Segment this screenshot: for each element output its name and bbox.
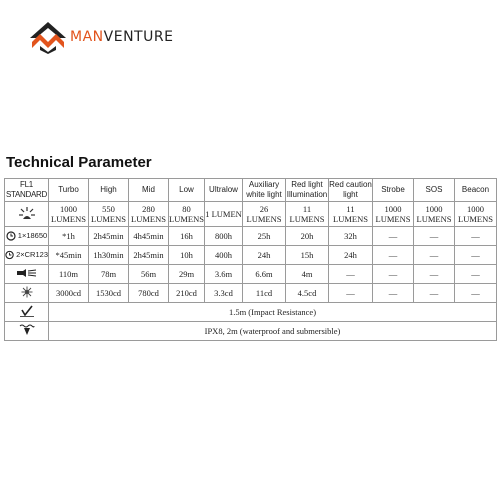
table-cell: 800h — [205, 227, 243, 246]
battery-label: 2×CR123 — [16, 250, 48, 259]
row-label — [5, 246, 49, 265]
table-row — [5, 246, 497, 265]
table-row — [5, 202, 497, 227]
table-cell: 4m — [286, 265, 329, 284]
table-cell: 110m — [49, 265, 89, 284]
table-cell: — — [329, 284, 373, 303]
table-cell: — — [455, 265, 497, 284]
table-cell: 16h — [169, 227, 205, 246]
row-label — [5, 227, 49, 246]
spec-table — [4, 178, 497, 341]
table-cell: 11 LUMENS — [286, 202, 329, 227]
table-cell: — — [414, 284, 455, 303]
table-cell: 780cd — [129, 284, 169, 303]
table-cell: 78m — [89, 265, 129, 284]
table-cell: — — [455, 227, 497, 246]
table-cell: 10h — [169, 246, 205, 265]
table-cell: — — [373, 284, 414, 303]
waterproof-row — [5, 322, 497, 341]
header-model: FL1 STANDARD — [5, 179, 49, 202]
table-cell: 15h — [286, 246, 329, 265]
table-cell: — — [373, 265, 414, 284]
table-cell: 26 LUMENS — [243, 202, 286, 227]
table-cell: 11 LUMENS — [329, 202, 373, 227]
brand-name: MANVENTURE — [70, 29, 174, 45]
table-cell: 1000 LUMENS — [455, 202, 497, 227]
table-cell: 1000 LUMENS — [49, 202, 89, 227]
brand-logo — [28, 20, 173, 54]
table-cell: 11cd — [243, 284, 286, 303]
table-row — [5, 227, 497, 246]
table-cell: — — [414, 246, 455, 265]
table-cell: 25h — [243, 227, 286, 246]
table-row — [5, 265, 497, 284]
header-auxiliary-white: Auxiliary white light — [243, 179, 286, 202]
table-cell: 400h — [205, 246, 243, 265]
table-cell: 6.6m — [243, 265, 286, 284]
table-cell: — — [455, 246, 497, 265]
brightness-icon — [18, 206, 36, 220]
clock-icon — [6, 231, 16, 241]
table-cell: 32h — [329, 227, 373, 246]
table-cell: 2h45min — [129, 246, 169, 265]
table-cell: *1h — [49, 227, 89, 246]
beam-distance-icon — [17, 269, 37, 277]
table-cell: 3.3cd — [205, 284, 243, 303]
table-cell: — — [373, 227, 414, 246]
impact-icon — [20, 305, 34, 317]
header-red-illumination: Red light Illumination — [286, 179, 329, 202]
table-cell: 2h45min — [89, 227, 129, 246]
table-cell: 24h — [243, 246, 286, 265]
waterproof-value: IPX8, 2m (waterproof and submersible) — [49, 322, 497, 341]
page-title: Technical Parameter — [6, 154, 152, 171]
table-cell: 3000cd — [49, 284, 89, 303]
table-cell: — — [455, 284, 497, 303]
table-cell: 4h45min — [129, 227, 169, 246]
header-turbo: Turbo — [49, 179, 89, 202]
header-high: High — [89, 179, 129, 202]
table-cell: 3.6m — [205, 265, 243, 284]
waterproof-icon — [19, 324, 35, 336]
header-beacon: Beacon — [455, 179, 497, 202]
table-cell: — — [329, 265, 373, 284]
table-cell: 550 LUMENS — [89, 202, 129, 227]
table-header-row — [5, 179, 497, 202]
header-ultralow: Ultralow — [205, 179, 243, 202]
row-label — [5, 202, 49, 227]
table-cell: 20h — [286, 227, 329, 246]
table-cell: 1000 LUMENS — [414, 202, 455, 227]
table-cell: 1000 LUMENS — [373, 202, 414, 227]
table-cell: 1h30min — [89, 246, 129, 265]
header-sos: SOS — [414, 179, 455, 202]
table-cell: 1530cd — [89, 284, 129, 303]
table-cell: 56m — [129, 265, 169, 284]
table-cell: *45min — [49, 246, 89, 265]
table-cell: 210cd — [169, 284, 205, 303]
intensity-icon — [21, 286, 33, 298]
row-label — [5, 303, 49, 322]
table-cell: 1 LUMEN — [205, 202, 243, 227]
impact-row — [5, 303, 497, 322]
header-mid: Mid — [129, 179, 169, 202]
brand-mark-icon — [28, 20, 68, 54]
table-cell: — — [373, 246, 414, 265]
table-row — [5, 284, 497, 303]
header-low: Low — [169, 179, 205, 202]
header-red-caution: Red caution light — [329, 179, 373, 202]
row-label — [5, 265, 49, 284]
table-cell: 280 LUMENS — [129, 202, 169, 227]
table-cell: 80 LUMENS — [169, 202, 205, 227]
table-cell: 29m — [169, 265, 205, 284]
table-cell: — — [414, 227, 455, 246]
row-label — [5, 284, 49, 303]
row-label — [5, 322, 49, 341]
table-cell: 4.5cd — [286, 284, 329, 303]
impact-value: 1.5m (Impact Resistance) — [49, 303, 497, 322]
table-cell: 24h — [329, 246, 373, 265]
header-strobe: Strobe — [373, 179, 414, 202]
clock-icon — [5, 250, 14, 260]
battery-label: 1×18650 — [17, 231, 48, 240]
table-cell: — — [414, 265, 455, 284]
